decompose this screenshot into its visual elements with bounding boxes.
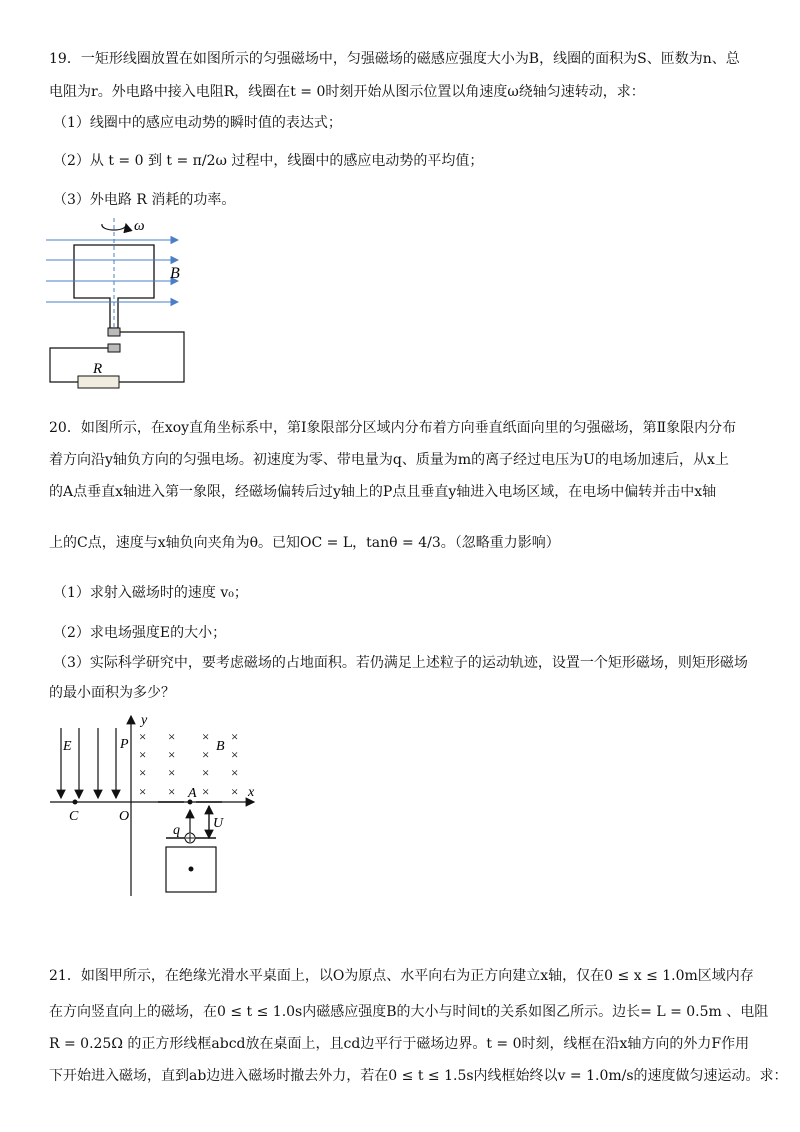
q20-line-2: 着方向沿y轴负方向的匀强电场。初速度为零、带电量为q、质量为m的离子经过电压为U的电场加速后，从x上 (49, 452, 729, 468)
q20-sub-3: （3）实际科学研究中，要考虑磁场的占地面积。若仍满足上述粒子的运动轨迹，设置一个矩形磁场，则矩形磁场 (53, 655, 748, 671)
cross: × (168, 765, 176, 780)
q19-line-2: 电阻为r。外电路中接入电阻R，线圈在t = 0时刻开始从图示位置以角速度ω绕轴匀速转动，求： (49, 84, 645, 100)
cross: × (168, 747, 176, 762)
q20-line-3: 的A点垂直x轴进入第一象限，经磁场偏转后过y轴上的P点且垂直y轴进入电场区域，在电场中偏转并击中x轴 (49, 484, 717, 500)
coil (74, 245, 154, 328)
resistor (78, 376, 119, 388)
q19-figure (40, 210, 200, 390)
origin-label: O (119, 809, 130, 824)
slip-ring-upper (108, 328, 120, 336)
cross: × (139, 765, 147, 780)
resistor-label: R (93, 361, 103, 377)
cross: × (231, 784, 239, 799)
q19-line-1: 19．一矩形线圈放置在如图所示的匀强磁场中，匀强磁场的磁感应强度大小为B，线圈的面积为S、匝数为n、总 (49, 51, 740, 67)
source-point (189, 867, 194, 872)
slip-ring-lower (108, 344, 120, 352)
cross: × (202, 747, 210, 762)
cross: × (202, 729, 210, 744)
q19-sub-3: （3）外电路 R 消耗的功率。 (53, 192, 236, 208)
q20-line-4: 上的C点，速度与x轴负向夹角为θ。已知OC = L，tanθ = 4/3。（忽略重力影响） (49, 535, 560, 551)
charge-label: q (173, 823, 180, 838)
q20-sub-1: （1）求射入磁场时的速度 v₀； (53, 585, 248, 601)
voltage-label: U (213, 816, 224, 831)
q20-line-1: 20．如图所示，在xoy直角坐标系中，第Ⅰ象限部分区域内分布着方向垂直纸面向里的匀强磁场，第Ⅱ象限内分布 (49, 420, 737, 436)
cross: × (231, 765, 239, 780)
point-c-label: C (69, 809, 79, 824)
cross: × (231, 729, 239, 744)
q21-line-2: 在方向竖直向上的磁场，在0 ≤ t ≤ 1.0s内磁感应强度B的大小与时间t的关系如图乙所示。边长= L = 0.5m 、电阻 (49, 1004, 769, 1020)
cross: × (202, 765, 210, 780)
q21-line-1: 21．如图甲所示，在绝缘光滑水平桌面上，以O为原点、水平向右为正方向建立x轴，仅在0 ≤ x ≤ 1.0m区域内存 (49, 968, 754, 984)
cross: × (139, 747, 147, 762)
x-axis-label: x (248, 785, 255, 800)
cross: × (139, 729, 147, 744)
q20-sub-2: （2）求电场强度E的大小； (53, 625, 227, 641)
q20-line-5: 的最小面积为多少？ (49, 685, 175, 701)
circuit-wire-right (119, 332, 184, 382)
point-c (73, 800, 78, 805)
q21-line-3: R = 0.25Ω 的正方形线框abcd放在桌面上，且cd边平行于磁场边界。t = 0时刻，线框在沿x轴方向的外力F作用 (49, 1036, 750, 1052)
point-a-label: A (188, 786, 197, 801)
y-axis-label: y (141, 713, 148, 728)
q19-sub-1: （1）线圈中的感应电动势的瞬时值的表达式； (53, 115, 342, 131)
e-label: E (63, 739, 72, 754)
cross: × (168, 729, 176, 744)
q19-sub-2: （2）从 t = 0 到 t = π/2ω 过程中，线圈中的感应电动势的平均值； (53, 153, 484, 169)
field-label-b: B (170, 265, 180, 282)
cross: × (202, 784, 210, 799)
q21-line-4: 下开始进入磁场，直到ab边进入磁场时撤去外力，若在0 ≤ t ≤ 1.5s内线框始终以v = 1.0m/s的速度做匀速运动。求： (49, 1068, 788, 1084)
b-label: B (216, 739, 225, 754)
cross: × (231, 747, 239, 762)
q20-figure (40, 710, 270, 900)
cross: × (139, 784, 147, 799)
omega-label: ω (134, 218, 145, 234)
point-p-label: P (120, 737, 129, 752)
cross: × (168, 784, 176, 799)
